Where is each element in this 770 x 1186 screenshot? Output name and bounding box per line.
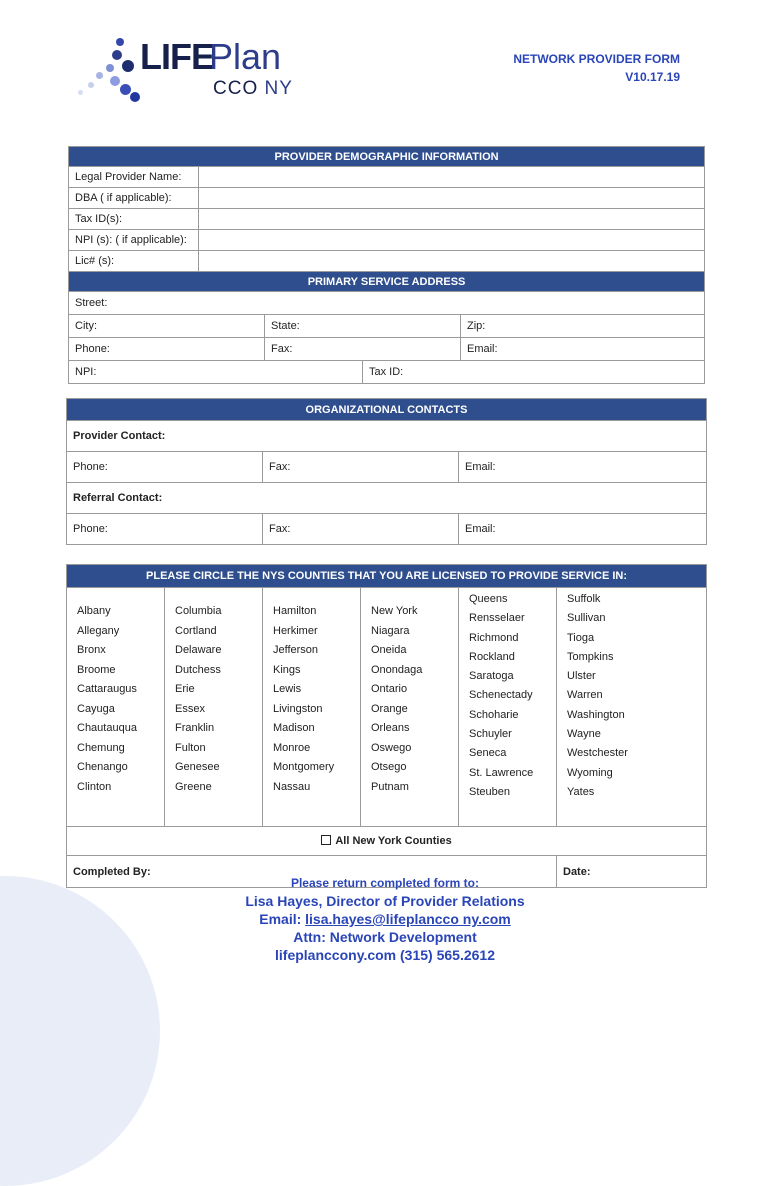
section-header-counties: PLEASE CIRCLE THE NYS COUNTIES THAT YOU ARE LICENSED TO PROVIDE SERVICE IN:	[67, 565, 707, 588]
county-item[interactable]: Warren	[567, 689, 603, 702]
county-item[interactable]: St. Lawrence	[469, 766, 534, 779]
logo-dot	[106, 64, 114, 72]
logo-dot	[112, 50, 122, 60]
county-item[interactable]: Hamilton	[273, 605, 317, 617]
city-field[interactable]: City:	[69, 315, 265, 338]
county-item[interactable]: Washington	[567, 708, 625, 721]
address-email-field[interactable]: Email:	[461, 338, 705, 361]
county-item[interactable]: Schoharie	[469, 708, 519, 721]
county-column-1	[67, 588, 165, 827]
contact-email-line	[0, 910, 770, 928]
county-item[interactable]: Chenango	[77, 761, 128, 773]
county-item[interactable]: Genesee	[175, 761, 220, 773]
county-item[interactable]: Ontario	[371, 683, 408, 695]
contact-name: Lisa Hayes, Director of Provider Relations	[245, 893, 525, 909]
county-item[interactable]: Clinton	[77, 780, 112, 793]
county-item[interactable]: Rockland	[469, 650, 515, 663]
county-item[interactable]: Fulton	[175, 741, 206, 754]
website-phone-line: lifeplanccony.com (315) 565.2612	[275, 947, 495, 963]
county-item[interactable]: Monroe	[273, 741, 311, 754]
logo-dot	[130, 92, 140, 102]
completed-by-field[interactable]: Completed By:	[67, 856, 557, 888]
lic-field[interactable]	[199, 251, 705, 272]
logo-life-text: LIFE	[140, 36, 214, 77]
provider-phone-field[interactable]: Phone:	[67, 452, 263, 483]
county-item[interactable]: Onondaga	[371, 663, 423, 676]
email-label: Email:	[259, 911, 306, 927]
tax-id-field[interactable]: Tax ID:	[363, 361, 705, 384]
state-field[interactable]: State:	[265, 315, 461, 338]
county-item[interactable]: New York	[371, 605, 418, 617]
county-item[interactable]: Richmond	[469, 631, 519, 644]
county-item[interactable]: Orleans	[371, 722, 410, 734]
county-item[interactable]: Tompkins	[567, 650, 614, 663]
county-item[interactable]: Suffolk	[567, 593, 601, 605]
county-item[interactable]: Chemung	[77, 741, 125, 754]
county-item[interactable]: Oneida	[371, 644, 407, 656]
county-item[interactable]: Delaware	[175, 644, 222, 656]
counties-table	[66, 564, 707, 888]
npis-label: NPI (s): ( if applicable):	[69, 230, 199, 251]
county-item[interactable]: Oswego	[371, 741, 412, 754]
county-item[interactable]: Greene	[175, 780, 212, 793]
form-version: V10.17.19	[625, 70, 680, 84]
county-item[interactable]: Ulster	[567, 670, 596, 683]
county-item[interactable]: Rensselaer	[469, 612, 525, 625]
logo-dot	[88, 82, 94, 88]
county-item[interactable]: Albany	[77, 605, 111, 617]
dba-field[interactable]	[199, 188, 705, 209]
county-item[interactable]: Saratoga	[469, 670, 514, 683]
county-item[interactable]: Madison	[273, 722, 315, 734]
county-item[interactable]: Steuben	[469, 785, 510, 798]
form-title-name: NETWORK PROVIDER FORM	[513, 52, 680, 66]
county-item[interactable]: Putnam	[371, 780, 409, 793]
provider-info-table	[68, 146, 705, 384]
referral-fax-field[interactable]: Fax:	[263, 514, 459, 545]
email-link[interactable]: lisa.hayes@lifeplancco ny.com	[305, 911, 511, 927]
county-item[interactable]: Queens	[469, 593, 508, 605]
contacts-table	[66, 398, 707, 545]
npis-field[interactable]	[199, 230, 705, 251]
referral-contact-field[interactable]: Referral Contact:	[67, 483, 707, 514]
county-item[interactable]: Cattaraugus	[77, 683, 137, 695]
county-item[interactable]: Cortland	[175, 624, 217, 637]
date-field[interactable]: Date:	[557, 856, 707, 888]
attention-line: Attn: Network Development	[293, 929, 477, 945]
logo-dot	[120, 84, 131, 95]
provider-contact-field[interactable]: Provider Contact:	[67, 421, 707, 452]
logo-dot	[96, 72, 103, 79]
county-item[interactable]: Essex	[175, 702, 205, 715]
county-item[interactable]: Broome	[77, 663, 116, 676]
logo-dot	[122, 60, 134, 72]
street-field[interactable]: Street:	[69, 292, 705, 315]
section-header-demographic: PROVIDER DEMOGRAPHIC INFORMATION	[69, 147, 705, 167]
county-item[interactable]: Schuyler	[469, 728, 512, 741]
county-item[interactable]: Erie	[175, 683, 195, 695]
county-item[interactable]: Wayne	[567, 728, 601, 741]
logo-cco-text: CCO NY	[213, 78, 293, 99]
all-counties-option[interactable]	[67, 827, 707, 856]
provider-fax-field[interactable]: Fax:	[263, 452, 459, 483]
county-item[interactable]: Niagara	[371, 624, 410, 637]
county-item[interactable]: Sullivan	[567, 612, 606, 625]
county-item[interactable]: Nassau	[273, 780, 311, 793]
checkbox-icon[interactable]	[321, 835, 331, 845]
provider-email-field[interactable]: Email:	[459, 452, 707, 483]
section-header-address: PRIMARY SERVICE ADDRESS	[69, 272, 705, 292]
county-item[interactable]: Dutchess	[175, 663, 221, 676]
county-column-2	[165, 588, 263, 827]
npi-field[interactable]: NPI:	[69, 361, 363, 384]
county-item[interactable]: Yates	[567, 785, 595, 798]
form-title	[513, 50, 680, 86]
county-item[interactable]: Columbia	[175, 605, 222, 617]
county-item[interactable]: Lewis	[273, 683, 302, 695]
county-item[interactable]: Jefferson	[273, 644, 319, 656]
logo-dot	[78, 90, 83, 95]
county-item[interactable]: Tioga	[567, 631, 595, 644]
tax-ids-field[interactable]	[199, 209, 705, 230]
address-phone-field[interactable]: Phone:	[69, 338, 265, 361]
county-item[interactable]: Herkimer	[273, 624, 318, 637]
county-item[interactable]: Allegany	[77, 624, 120, 637]
legal-name-field[interactable]	[199, 167, 705, 188]
county-item[interactable]: Chautauqua	[77, 722, 137, 734]
county-column-6	[557, 588, 707, 827]
logo-plan-text: Plan	[209, 36, 282, 77]
county-item[interactable]: Livingston	[273, 702, 323, 715]
county-column-4	[361, 588, 459, 827]
county-item[interactable]: Wyoming	[567, 766, 613, 779]
county-item[interactable]: Seneca	[469, 747, 507, 760]
county-item[interactable]: Cayuga	[77, 702, 115, 715]
referral-phone-field[interactable]: Phone:	[67, 514, 263, 545]
county-item[interactable]: Franklin	[175, 722, 215, 734]
county-item[interactable]: Schenectady	[469, 689, 533, 702]
referral-email-field[interactable]: Email:	[459, 514, 707, 545]
county-column-3	[263, 588, 361, 827]
address-fax-field[interactable]: Fax:	[265, 338, 461, 361]
county-item[interactable]: Orange	[371, 702, 408, 715]
county-item[interactable]: Westchester	[567, 747, 628, 760]
county-column-5	[459, 588, 557, 827]
county-item[interactable]: Bronx	[77, 644, 106, 656]
county-item[interactable]: Otsego	[371, 761, 407, 773]
county-item[interactable]: Montgomery	[273, 761, 335, 773]
logo-dot	[116, 38, 124, 46]
return-heading: Please return completed form to:	[290, 876, 480, 890]
return-instructions	[0, 874, 770, 964]
dba-label: DBA ( if applicable):	[69, 188, 199, 209]
all-counties-label: All New York Counties	[335, 835, 452, 847]
tax-ids-label: Tax ID(s):	[69, 209, 199, 230]
zip-field[interactable]: Zip:	[461, 315, 705, 338]
logo-dot	[110, 76, 120, 86]
legal-name-label: Legal Provider Name:	[69, 167, 199, 188]
county-item[interactable]: Kings	[273, 663, 301, 676]
section-header-contacts: ORGANIZATIONAL CONTACTS	[67, 399, 707, 421]
lic-label: Lic# (s):	[69, 251, 199, 272]
